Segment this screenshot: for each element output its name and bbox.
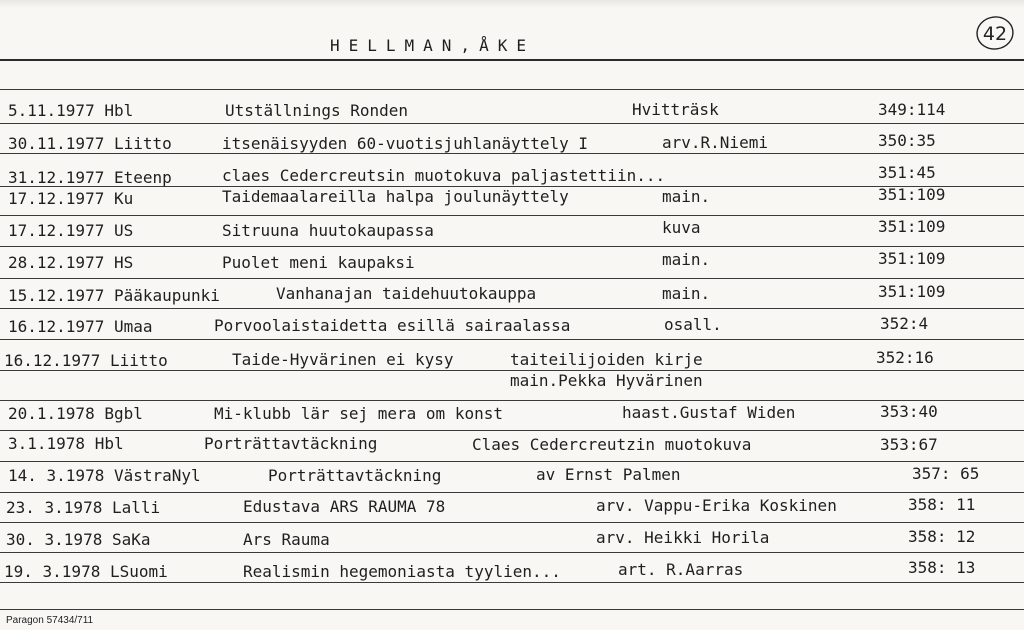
entry-note: osall. (664, 315, 722, 334)
entry-note: main. (662, 250, 711, 269)
rule (0, 400, 1024, 401)
entry-title: Porträttavtäckning (268, 466, 442, 485)
entry-date: 30. 3.1978 SaKa (6, 530, 151, 549)
rule (0, 430, 1024, 431)
entry-date: 19. 3.1978 LSuomi (4, 562, 168, 581)
rule (0, 461, 1024, 462)
entry-date: 28.12.1977 HS (8, 253, 134, 272)
entry-ref: 351:109 (878, 282, 946, 301)
entry-note: arv. Vappu-Erika Koskinen (596, 496, 837, 515)
entry-ref: 351:109 (878, 217, 946, 236)
entry-note: arv. Heikki Horila (596, 528, 770, 547)
entry-note: haast.Gustaf Widen (622, 403, 796, 422)
entry-date: 14. 3.1978 VästraNyl (8, 466, 201, 485)
entry-note-continued: main.Pekka Hyvärinen (510, 371, 703, 390)
entry-note: av Ernst Palmen (536, 465, 681, 484)
entry-title: Puolet meni kaupaksi (222, 253, 415, 272)
entry-date: 17.12.1977 US (8, 221, 134, 240)
rule (0, 246, 1024, 247)
rule (0, 215, 1024, 216)
entry-ref: 351:109 (878, 249, 946, 268)
entry-ref: 353:40 (880, 402, 938, 421)
entry-title: Porvoolaistaidetta esillä sairaalassa (214, 316, 571, 335)
entry-date: 16.12.1977 Liitto (4, 351, 168, 370)
rule (0, 582, 1024, 583)
entry-note: Hvitträsk (632, 100, 719, 119)
entry-ref: 358: 11 (908, 495, 976, 514)
entry-title: Realismin hegemoniasta tyylien... (243, 562, 561, 581)
entry-date: 3.1.1978 Hbl (8, 434, 124, 453)
card-number: 42 (982, 23, 1008, 45)
entry-title: Taide-Hyvärinen ei kysy (232, 350, 454, 369)
entry-date: 16.12.1977 Umaa (8, 317, 153, 336)
entry-title: Utställnings Ronden (225, 101, 409, 120)
header-rule (0, 59, 1024, 61)
entry-title: itsenäisyyden 60-vuotisjuhlanäyttely I (222, 134, 589, 153)
rule (0, 609, 1024, 610)
rule (0, 339, 1024, 340)
entry-ref: 352:4 (880, 314, 929, 333)
entry-ref: 350:35 (878, 131, 936, 150)
entry-title: Porträttavtäckning (204, 434, 378, 453)
entry-date: 17.12.1977 Ku (8, 189, 134, 208)
rule (0, 89, 1024, 90)
entry-title: Mi-klubb lär sej mera om konst (214, 404, 503, 423)
card-title: HELLMAN,ÅKE (330, 36, 535, 55)
entry-date: 5.11.1977 Hbl (8, 101, 134, 120)
entry-title: Vanhanajan taidehuutokauppa (276, 284, 537, 303)
rule (0, 278, 1024, 279)
entry-note: kuva (662, 218, 701, 237)
rule (0, 123, 1024, 124)
rule (0, 153, 1024, 154)
entry-ref: 358: 12 (908, 527, 976, 546)
entry-note: arv.R.Niemi (662, 133, 768, 152)
entry-note: main. (662, 284, 711, 303)
entry-date: 23. 3.1978 Lalli (6, 498, 161, 517)
entry-note: taiteilijoiden kirje (510, 350, 703, 369)
rule (0, 492, 1024, 493)
card-number-stamp (974, 14, 1016, 52)
entry-note: art. R.Aarras (618, 560, 744, 579)
entry-ref: 357: 65 (912, 464, 980, 483)
entry-title: Ars Rauma (243, 530, 330, 549)
entry-ref: 351:45 (878, 163, 936, 182)
entry-date: 15.12.1977 Pääkaupunki (8, 286, 220, 305)
entry-ref: 353:67 (880, 435, 938, 454)
entry-date: 31.12.1977 Eteenp (8, 168, 172, 187)
card-top-edge (0, 0, 1024, 8)
entry-ref: 352:16 (876, 348, 934, 367)
printer-mark: Paragon 57434/711 (6, 615, 94, 626)
rule (0, 552, 1024, 553)
rule (0, 308, 1024, 309)
entry-ref: 349:114 (878, 100, 946, 119)
entry-ref: 358: 13 (908, 558, 976, 577)
entry-title: claes Cedercreutsin muotokuva paljastettiin... (222, 166, 666, 185)
entry-date: 20.1.1978 Bgbl (8, 404, 143, 423)
entry-note: Claes Cedercreutzin muotokuva (472, 435, 752, 454)
entry-date: 30.11.1977 Liitto (8, 134, 172, 153)
entry-title: Sitruuna huutokaupassa (222, 221, 434, 240)
entry-ref: 351:109 (878, 185, 946, 204)
entry-title: Edustava ARS RAUMA 78 (243, 497, 446, 516)
entry-note: main. (662, 187, 711, 206)
rule (0, 522, 1024, 523)
entry-title: Taidemaalareilla halpa joulunäyttely (222, 187, 569, 206)
